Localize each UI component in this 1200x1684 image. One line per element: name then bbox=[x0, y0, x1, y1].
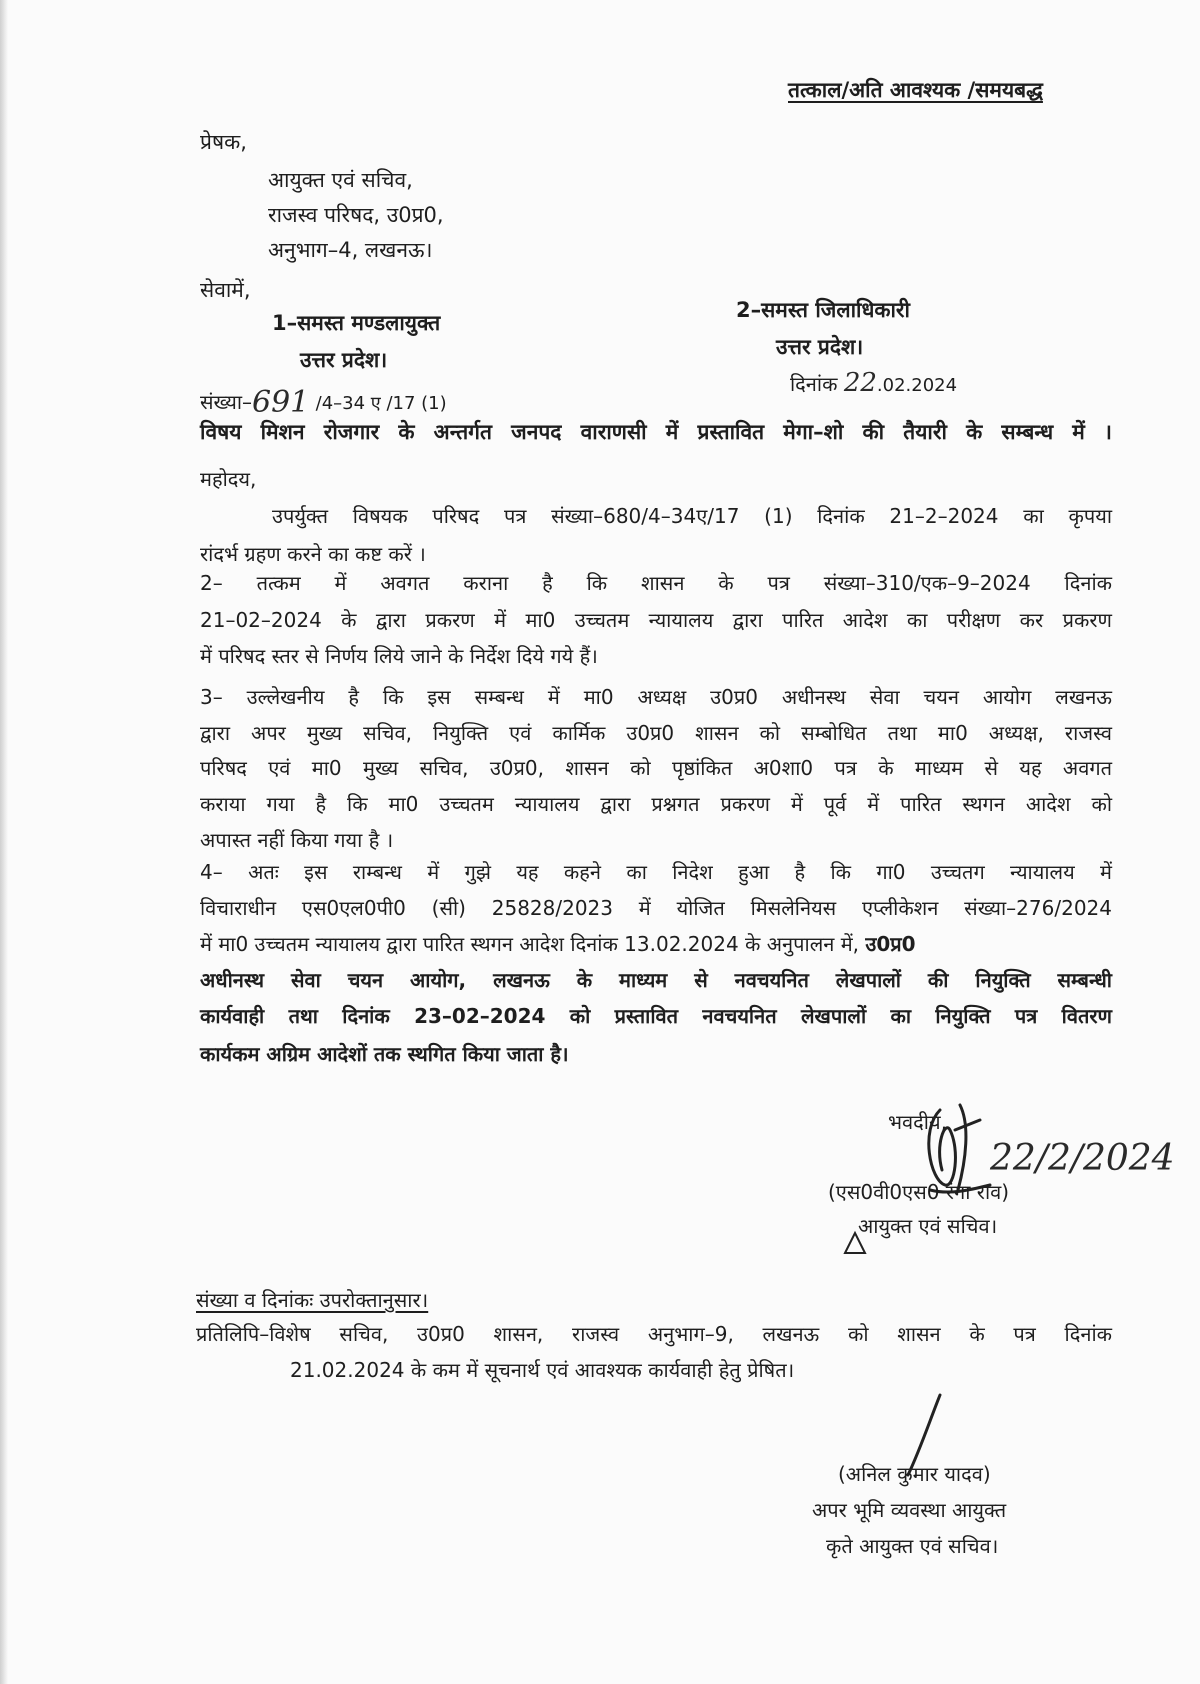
recipient-right-line: 2–समस्त जिलाधिकारी bbox=[736, 298, 910, 322]
recipient-right-line: उत्तर प्रदेश। bbox=[776, 335, 864, 359]
endorsement-heading: संख्या व दिनांकः उपरोक्तानुसार। bbox=[196, 1288, 429, 1312]
signatory2-designation: अपर भूमि व्यवस्था आयुक्त bbox=[812, 1498, 1007, 1522]
reference-suffix: /4–34 ए /17 (1) bbox=[315, 393, 447, 414]
body-line: अपास्त नहीं किया गया है । bbox=[200, 828, 394, 852]
signatory2-name: (अनिल कुमार यादव) bbox=[838, 1462, 991, 1486]
signatory-name: (एस0वी0एस0 रंगा राव) bbox=[828, 1180, 1010, 1204]
date-suffix: .02.2024 bbox=[876, 375, 958, 396]
sender-line: आयुक्त एवं सचिव, bbox=[268, 168, 413, 192]
body-line-bold: कार्यकम अग्रिम आदेशों तक स्थगित किया जाता है। bbox=[200, 1042, 569, 1066]
reference-date bbox=[790, 368, 957, 398]
body-line: में परिषद स्तर से निर्णय लिये जाने के निर्देश दिये गये हैं। bbox=[200, 644, 598, 668]
signatory2-designation: कृते आयुक्त एवं सचिव। bbox=[826, 1534, 999, 1558]
body-line: द्वारा अपर मुख्य सचिव, नियुक्ति एवं कार्मिक उ0प्र0 शासन को सम्बोधित तथा मा0 अध्यक्ष, राजस्व bbox=[200, 721, 1112, 745]
page-edge-shadow bbox=[0, 0, 8, 1684]
priority-header: तत्काल/अति आवश्यक /समयबद्ध bbox=[788, 78, 1043, 102]
endorsement-line: प्रतिलिपि–विशेष सचिव, उ0प्र0 शासन, राजस्व अनुभाग–9, लखनऊ को शासन के पत्र दिनांक bbox=[196, 1322, 1112, 1346]
signatory-title: आयुक्त एवं सचिव। bbox=[858, 1214, 998, 1238]
sender-line: अनुभाग–4, लखनऊ। bbox=[268, 238, 433, 262]
date-prefix: दिनांक bbox=[790, 372, 838, 396]
handwritten-date-day: 22 bbox=[843, 368, 877, 398]
handwritten-reference-number: 691 bbox=[252, 385, 310, 420]
initial-mark bbox=[840, 1228, 880, 1258]
reference-prefix: संख्या– bbox=[200, 390, 252, 414]
body-line: 21–02–2024 के द्वारा प्रकरण में मा0 उच्चतम न्यायालय द्वारा पारित आदेश का परीक्षण कर प्रकरण bbox=[200, 608, 1112, 632]
recipient-left-line: 1–समस्त मण्डलायुक्त bbox=[272, 311, 441, 335]
body-line bbox=[200, 930, 916, 957]
body-line-bold: अधीनस्थ सेवा चयन आयोग, लखनऊ के माध्यम से नवचयनित लेखपालों की नियुक्ति सम्बन्धी bbox=[200, 968, 1112, 992]
body-line: विचाराधीन एस0एल0पी0 (सी) 25828/2023 में योजित मिसलेनियस एप्लीकेशन संख्या–276/2024 bbox=[200, 896, 1112, 920]
body-line-bold: कार्यवाही तथा दिनांक 23–02–2024 को प्रस्तावित नवचयनित लेखपालों का नियुक्ति पत्र वितरण bbox=[200, 1004, 1112, 1028]
body-line: परिषद एवं मा0 मुख्य सचिव, उ0प्र0, शासन को पृष्ठांकित अ0शा0 पत्र के माध्यम से यह अवगत bbox=[200, 756, 1112, 780]
recipient-left-line: उत्तर प्रदेश। bbox=[300, 348, 388, 372]
body-line-part-bold: उ0प्र0 bbox=[865, 932, 916, 956]
salutation: महोदय, bbox=[200, 467, 257, 491]
sender-label: प्रेषक, bbox=[200, 130, 247, 154]
body-line: 3– उल्लेखनीय है कि इस सम्बन्ध में मा0 अध्यक्ष उ0प्र0 अधीनस्थ सेवा चयन आयोग लखनऊ bbox=[200, 685, 1112, 709]
reference-number bbox=[200, 382, 447, 420]
body-line-part: में मा0 उच्चतम न्यायालय द्वारा पारित स्थगन आदेश दिनांक 13.02.2024 के अनुपालन में, bbox=[200, 932, 860, 956]
recipients-label: सेवामें, bbox=[200, 278, 251, 302]
endorsement-line: 21.02.2024 के कम में सूचनार्थ एवं आवश्यक कार्यवाही हेतु प्रेषित। bbox=[290, 1358, 795, 1382]
closing-text: भवदीय, bbox=[888, 1110, 947, 1134]
body-line: उपर्युक्त विषयक परिषद पत्र संख्या–680/4–34ए/17 (1) दिनांक 21–2–2024 का कृपया bbox=[272, 504, 1112, 528]
body-line: 2– तत्कम में अवगत कराना है कि शासन के पत्र संख्या–310/एक–9–2024 दिनांक bbox=[200, 571, 1112, 595]
body-line: रांदर्भ ग्रहण करने का कष्ट करें । bbox=[200, 542, 426, 566]
subject-line: विषय मिशन रोजगार के अन्तर्गत जनपद वाराणसी में प्रस्तावित मेगा–शो की तैयारी के सम्बन्ध में । bbox=[200, 420, 1112, 444]
sender-line: राजस्व परिषद, उ0प्र0, bbox=[268, 203, 444, 227]
handwritten-signature-date: 22/2/2024 bbox=[990, 1138, 1175, 1179]
body-line: 4– अतः इस राम्बन्ध में गुझे यह कहने का निदेश हुआ है कि गा0 उच्चतग न्यायालय में bbox=[200, 860, 1112, 884]
body-line: कराया गया है कि मा0 उच्चतम न्यायालय द्वारा प्रश्नगत प्रकरण में पूर्व में पारित स्थगन आदेश को bbox=[200, 792, 1112, 816]
